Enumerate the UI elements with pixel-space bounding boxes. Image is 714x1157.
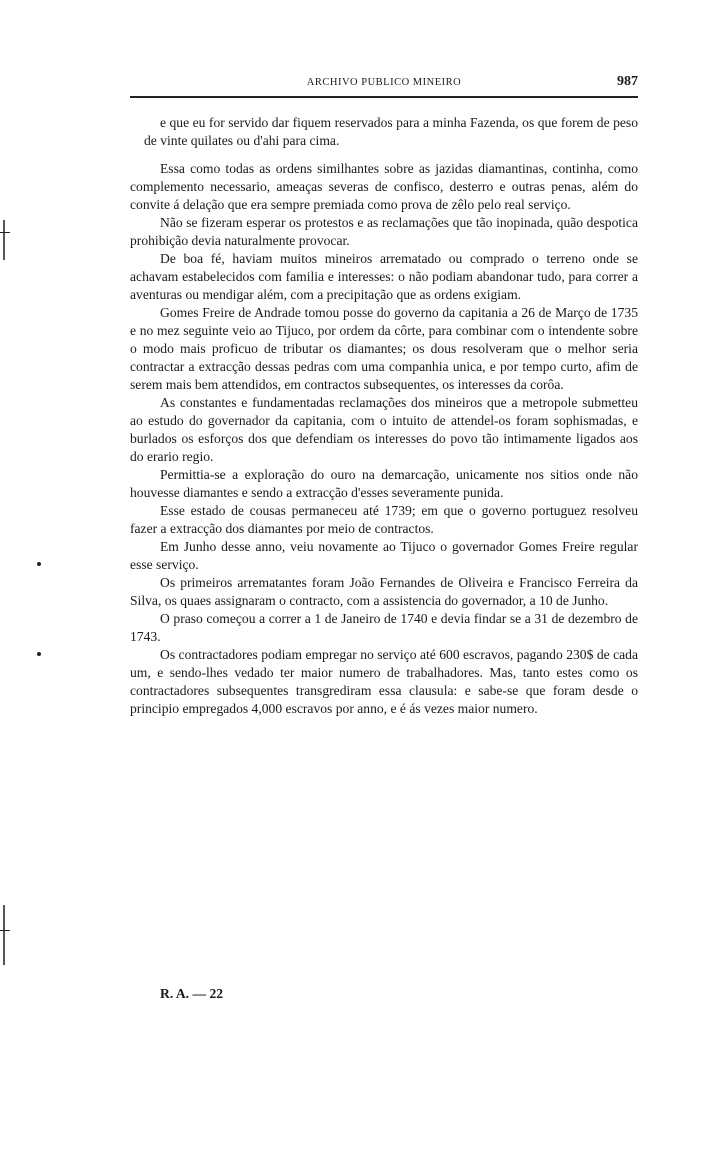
paragraph: Esse estado de cousas permaneceu até 1739; em que o governo portuguez resolveu fazer a extracção dos diamantes por meio de contractos. (130, 503, 638, 536)
margin-dot (37, 562, 41, 566)
paragraph: e que eu for servido dar fiquem reservados para a minha Fazenda, os que forem de peso de vinte quilates ou d'ahi para cima. (144, 115, 638, 148)
signature-mark: R. A. — 22 (160, 986, 224, 1001)
header-rule (130, 96, 638, 98)
paragraph: Os primeiros arrematantes foram João Fernandes de Oliveira e Francisco Ferreira da Silva, os quaes assignaram o contracto, com a assistencia do governador, a 10 de Junho. (130, 575, 638, 608)
paragraph: Essa como todas as ordens similhantes sobre as jazidas diamantinas, continha, como complemento necessario, ameaças severas de confisco, desterro e outras penas, além do convite á delação que era sempre premiada como prova de zêlo pelo real serviço. (130, 161, 638, 212)
page-number: 987 (617, 74, 638, 89)
paragraph: Os contractadores podiam empregar no serviço até 600 escravos, pagando 230$ de cada um, e sendo-lhes vedado ter maior numero de trabalhadores. Mas, tanto estes como os contractadores subsequentes transgrediram essa clausula: e sabe-se que foram desde o principio empregados 4,000 escravos por anno, e é ás vezes maior numero. (130, 647, 638, 716)
binding-edge-mark (0, 232, 10, 233)
paragraph: De boa fé, haviam muitos mineiros arrematado ou comprado o terreno onde se achavam estabelecidos com familia e interesses: o não podiam abandonar tudo, para correr a aventuras ou mendigar além, com a precipitação que as ordens exigiam. (130, 251, 638, 302)
paragraph: Permittia-se a exploração do ouro na demarcação, unicamente nos sitios onde não houvesse diamantes e sendo a extracção d'esses severamente punida. (130, 467, 638, 500)
paragraph: Não se fizeram esperar os protestos e as reclamações que tão inopinada, quão despotica prohibição devia naturalmente provocar. (130, 215, 638, 248)
paragraph: Gomes Freire de Andrade tomou posse do governo da capitania a 26 de Março de 1735 e no mez seguinte veio ao Tijuco, por ordem da côrte, para combinar com o intendente sobre o modo mais proficuo de tributar os diamantes; os dous resolveram que o melhor seria contractar a extracção dessas pedras com uma companhia unica, e por tempo curto, afim de serem mais bem attendidos, em contractos subsequentes, os interesses da corôa. (130, 305, 638, 392)
paragraph: Em Junho desse anno, veiu novamente ao Tijuco o governador Gomes Freire regular esse serviço. (130, 539, 638, 572)
paragraph: As constantes e fundamentadas reclamações dos mineiros que a metropole submetteu ao estudo do governador da capitania, com o intuito de attendel-os foram sophismadas, e burlados os esforços dos que defendiam os interesses do povo tão intimamente ligados aos do erario regio. (130, 395, 638, 464)
binding-edge-line (3, 905, 5, 965)
body-text (130, 114, 638, 718)
margin-dot (37, 652, 41, 656)
binding-edge-mark (0, 930, 10, 931)
page-header (130, 74, 638, 94)
binding-edge-line (3, 220, 5, 260)
running-title: ARCHIVO PUBLICO MINEIRO (306, 77, 462, 88)
paragraph: O praso começou a correr a 1 de Janeiro de 1740 e devia findar se a 31 de dezembro de 1743. (130, 611, 638, 644)
